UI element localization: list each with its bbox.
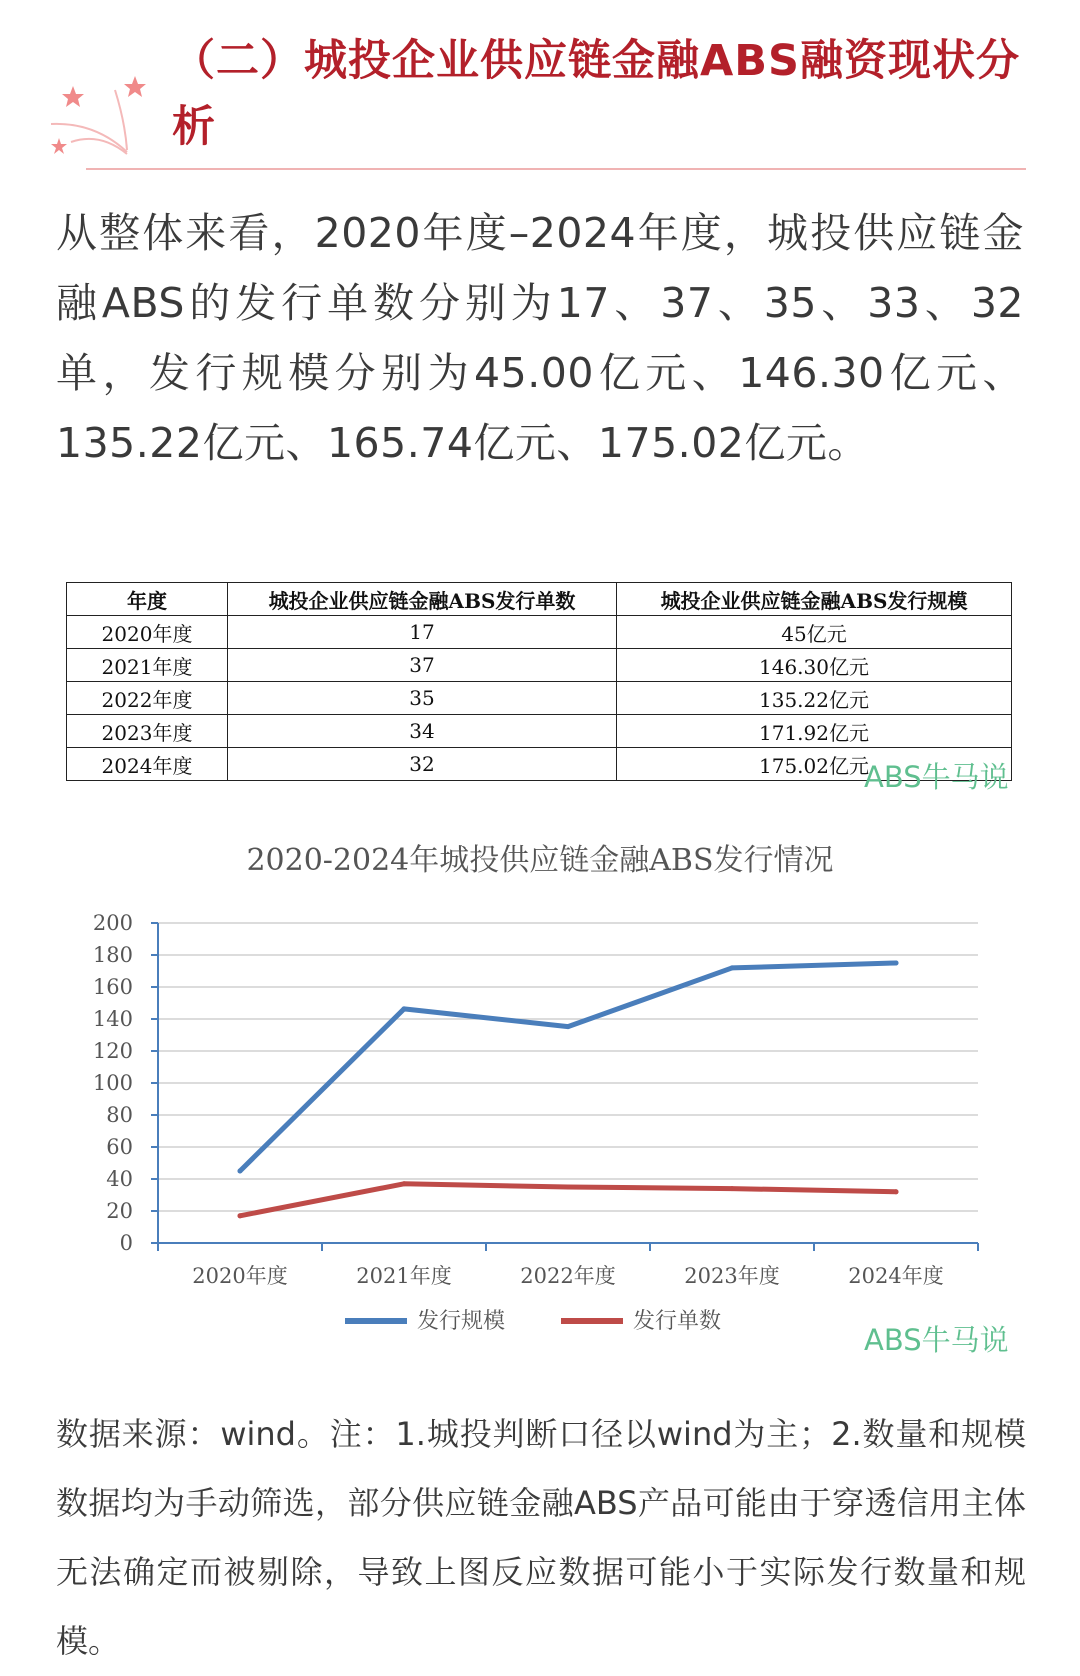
x-tick-label: 2021年度 <box>356 1264 452 1288</box>
data-point <box>402 1181 407 1186</box>
cell-count: 35 <box>228 682 617 715</box>
summary-paragraph: 从整体来看，2020年度–2024年度，城投供应链金融ABS的发行单数分别为17、37、35、33、32单，发行规模分别为45.00亿元、146.30亿元、135.22亿元、165.74亿元、175.02亿元。 <box>56 209 1024 467</box>
cell-count: 37 <box>228 649 617 682</box>
source-note: 数据来源：wind。注：1.城投判断口径以wind为主；2.数量和规模数据均为手动筛选，部分供应链金融ABS产品可能由于穿透信用主体无法确定而被剔除，导致上图反应数据可能小于实际发行数量和规模。 <box>56 1415 1026 1660</box>
data-point <box>730 965 735 970</box>
column-header-count: 城投企业供应链金融ABS发行单数 <box>228 583 617 616</box>
data-point <box>566 1024 571 1029</box>
stars-decoration-icon <box>45 72 155 172</box>
cell-year: 2021年度 <box>67 649 228 682</box>
cell-scale: 45亿元 <box>617 616 1012 649</box>
y-tick-label: 160 <box>92 975 133 999</box>
issuance-table <box>66 582 1012 781</box>
data-point <box>402 1006 407 1011</box>
table-header-row <box>67 583 1012 616</box>
table-row <box>67 616 1012 649</box>
cell-scale: 175.02亿元 <box>617 748 1012 781</box>
y-tick-label: 40 <box>106 1167 133 1191</box>
legend-label: 发行单数 <box>633 1309 722 1334</box>
data-point <box>894 960 899 965</box>
table-row <box>67 715 1012 748</box>
y-tick-label: 180 <box>92 943 133 967</box>
data-point <box>566 1185 571 1190</box>
cell-year: 2024年度 <box>67 748 228 781</box>
header-divider <box>86 168 1026 170</box>
section-header <box>0 0 1080 175</box>
x-tick-label: 2024年度 <box>848 1264 944 1288</box>
column-header-year: 年度 <box>67 583 228 616</box>
series-line-1 <box>240 963 896 1171</box>
y-tick-label: 100 <box>92 1071 133 1095</box>
y-tick-label: 140 <box>92 1007 133 1031</box>
y-tick-label: 80 <box>106 1103 133 1127</box>
y-tick-label: 200 <box>92 911 133 935</box>
cell-scale: 135.22亿元 <box>617 682 1012 715</box>
cell-count: 34 <box>228 715 617 748</box>
data-point <box>238 1169 243 1174</box>
cell-year: 2020年度 <box>67 616 228 649</box>
data-point <box>238 1213 243 1218</box>
watermark-table: ABS牛马说 <box>864 760 1009 794</box>
y-tick-label: 20 <box>106 1199 133 1223</box>
x-tick-label: 2020年度 <box>192 1264 288 1288</box>
data-point <box>730 1186 735 1191</box>
data-point <box>894 1189 899 1194</box>
watermark-chart: ABS牛马说 <box>864 1323 1009 1357</box>
chart-title: 2020-2024年城投供应链金融ABS发行情况 <box>246 843 834 878</box>
section-title: （二）城投企业供应链金融ABS融资现状分析 <box>172 36 1021 152</box>
cell-year: 2023年度 <box>67 715 228 748</box>
cell-count: 17 <box>228 616 617 649</box>
cell-scale: 171.92亿元 <box>617 715 1012 748</box>
y-tick-label: 0 <box>119 1231 133 1255</box>
table-row <box>67 649 1012 682</box>
legend-label: 发行规模 <box>417 1309 506 1334</box>
y-tick-label: 120 <box>92 1039 133 1063</box>
x-tick-label: 2023年度 <box>684 1264 780 1288</box>
issuance-line-chart <box>0 830 1080 1350</box>
cell-count: 32 <box>228 748 617 781</box>
cell-scale: 146.30亿元 <box>617 649 1012 682</box>
y-tick-label: 60 <box>106 1135 133 1159</box>
table-row <box>67 682 1012 715</box>
x-tick-label: 2022年度 <box>520 1264 616 1288</box>
column-header-scale: 城投企业供应链金融ABS发行规模 <box>617 583 1012 616</box>
cell-year: 2022年度 <box>67 682 228 715</box>
